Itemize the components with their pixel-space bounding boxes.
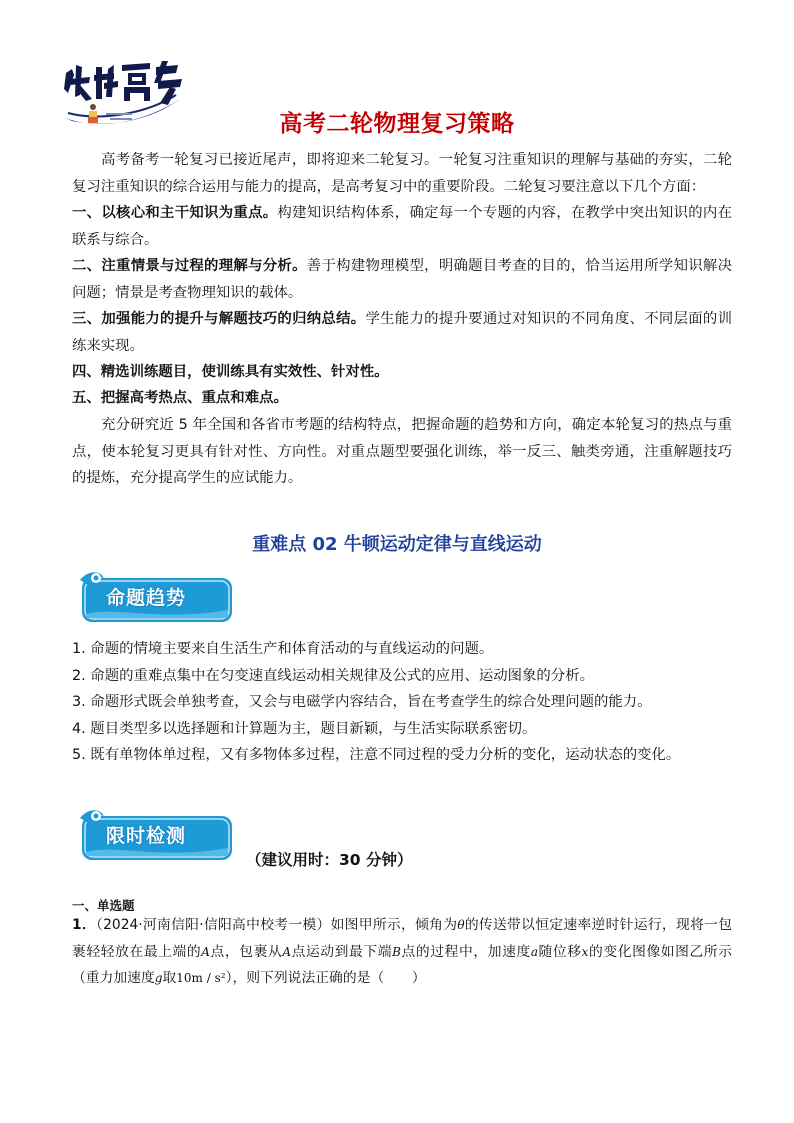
point-5 [72,385,732,412]
point-3-heading: 三、加强能力的提升与解题技巧的归纳总结。 [72,311,366,327]
symbol-acceleration: a [530,944,538,959]
point-4 [72,359,732,386]
point-2-heading: 二、注重情景与过程的理解与分析。 [72,258,307,274]
trend-banner [78,570,236,626]
gravity-value: 10m / s² [176,971,226,985]
question-text: 如图甲所示，倾角为 [330,917,458,933]
point-3-text: 学生能力的提升要通过对知识的不同角度、不同层面的训练来实现。 [72,311,732,354]
single-choice-heading: 一、单选题 [72,898,135,913]
symbol-gravity: g [154,971,163,985]
question-text: 点的过程中，加速度 [400,943,531,960]
trend-banner-label: 命题趋势 [106,587,187,609]
question-1 [72,912,732,992]
symbol-a-point: A [282,944,292,959]
point-5-heading: 五、把握高考热点、重点和难点。 [72,390,288,406]
point-2-text: 善于构建物理模型，明确题目考查的目的，恰当运用所学知识解决问题；情景是考查物理知识的载体。 [72,258,732,301]
question-number: 1． [72,917,96,933]
point-3 [72,306,732,359]
question-text: 随位移 [537,943,582,960]
point-1-text: 构建知识结构体系，确定每一个专题的内容，在教学中突出知识的内在联系与综合。 [72,205,732,248]
time-hint: （建议用时：30 分钟） [246,851,413,869]
question-source: （2024·河南信阳·信阳高中校考一模） [95,917,331,933]
point-4-heading: 四、精选训练题目，使训练具有实效性、针对性。 [72,364,389,380]
list-item: 1. 命题的情境主要来自生活生产和体育活动的与直线运动的问题。 [72,641,494,657]
symbol-theta: θ [457,918,465,932]
section-title: 重难点 02 牛顿运动定律与直线运动 [252,534,542,555]
closing-paragraph: 充分研究近 5 年全国和各省市考题的结构特点，把握命题的趋势和方向，确定本轮复习的热点与重点，使本轮复习更具有针对性、方向性。对重点题型要强化训练，举一反三、触类旁通，注重解题技巧的提炼，充分提高学生的应试能力。 [72,417,732,486]
list-item: 2. 命题的重难点集中在匀变速直线运动相关规律及公式的应用、运动图象的分析。 [72,667,594,684]
page-title: 高考二轮物理复习策略 [279,111,515,137]
symbol-b-point: B [392,944,401,959]
intro-paragraph: 高考备考一轮复习已接近尾声，即将迎来二轮复习。一轮复习注重知识的理解与基础的夯实，二轮复习注重知识的综合运用与能力的提高，是高考复习中的重要阶段。二轮复习要注意以下几个方面： [72,152,732,195]
trend-list [72,636,732,769]
test-banner [78,808,236,864]
question-text: 点运动到最下端 [291,943,393,960]
question-text: 取 [162,970,177,986]
point-2 [72,253,732,306]
symbol-displacement: x [581,944,589,959]
question-text: ），则下列说法正确的是（ ） [225,970,426,986]
list-item: 3. 命题形式既会单独考查，又会与电磁学内容结合，旨在考查学生的综合处理问题的能力。 [72,694,652,710]
list-item: 4. 题目类型多以选择题和计算题为主，题目新颖，与生活实际联系密切。 [72,720,537,737]
question-text: 的变化图像如图乙所示（重力加速度 [72,943,733,986]
question-text: 点，包裹从 [209,943,283,960]
list-item: 5. 既有单物体单过程，又有多物体多过程，注意不同过程的受力分析的变化，运动状态的变化。 [72,747,681,763]
test-banner-label: 限时检测 [106,825,187,847]
point-1-heading: 一、以核心和主干知识为重点。 [72,205,278,221]
question-text: 的传送带以恒定速率逆时针运行，现将一包裹轻轻放在最上端的 [72,917,733,960]
symbol-a-point: A [201,944,210,959]
point-1 [72,200,732,253]
